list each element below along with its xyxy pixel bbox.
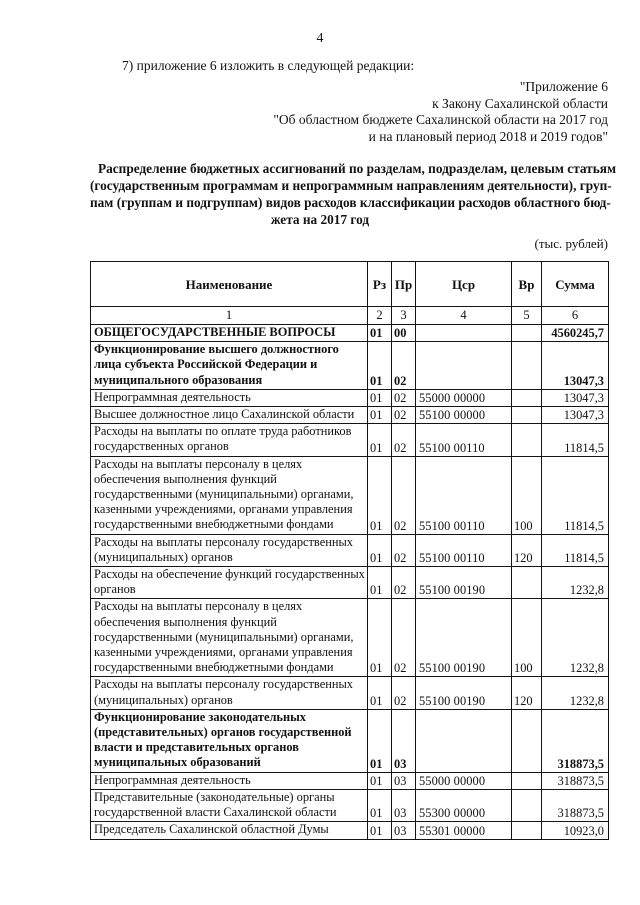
cell-rz: 01 xyxy=(368,822,392,839)
table-row xyxy=(91,456,609,534)
table-row xyxy=(91,424,609,456)
cell-pr: 02 xyxy=(392,456,416,534)
table-row xyxy=(91,325,609,342)
cell-csr: 55100 00190 xyxy=(416,599,512,677)
cell-name-text: Расходы на обеспечение функций государственных органов xyxy=(94,567,365,597)
cell-rz: 01 xyxy=(368,534,392,566)
cell-name-text: Расходы на выплаты персоналу в целях обеспечения выполнения функций государственными (муниципальными) органами, казенными учреждениями, органами управления государственными внебюджетными фондами xyxy=(94,456,354,532)
cell-pr: 02 xyxy=(392,389,416,406)
colnum-csr: 4 xyxy=(416,307,512,325)
title-line-4: жета на 2017 год xyxy=(270,212,370,227)
reference-line-1: "Приложение 6 xyxy=(519,79,608,94)
cell-vr xyxy=(512,567,542,599)
cell-name-text: Расходы на выплаты персоналу государственных (муниципальных) органов xyxy=(94,677,353,707)
cell-csr: 55100 00110 xyxy=(416,534,512,566)
cell-pr: 03 xyxy=(392,822,416,839)
cell-name xyxy=(91,567,368,599)
colnum-name: 1 xyxy=(91,307,368,325)
table-row xyxy=(91,389,609,406)
title-line-1: Распределение бюджетных ассигнований по разделам, подразделам, целевым статьям xyxy=(98,161,616,176)
cell-rz: 01 xyxy=(368,772,392,789)
cell-csr: 55000 00000 xyxy=(416,389,512,406)
cell-sum: 1232,8 xyxy=(542,677,609,709)
cell-csr: 55100 00110 xyxy=(416,424,512,456)
cell-sum: 13047,3 xyxy=(542,389,609,406)
colnum-rz: 2 xyxy=(368,307,392,325)
cell-name-text: Непрограммная деятельность xyxy=(94,389,251,404)
title-line-2: (государственным программам и непрограммным направлениям деятельности), груп- xyxy=(90,178,612,193)
cell-vr xyxy=(512,342,542,390)
cell-name xyxy=(91,424,368,456)
cell-rz: 01 xyxy=(368,325,392,342)
cell-pr: 02 xyxy=(392,424,416,456)
cell-pr: 03 xyxy=(392,772,416,789)
reference-line-2: к Закону Сахалинской области xyxy=(432,95,608,111)
table-row xyxy=(91,789,609,821)
cell-name-text: Расходы на выплаты персоналу государственных (муниципальных) органов xyxy=(94,534,353,564)
units-note: (тыс. рублей) xyxy=(534,236,608,251)
header-pr: Пр xyxy=(392,262,416,307)
page-number: 4 xyxy=(316,30,324,45)
cell-vr: 100 xyxy=(512,599,542,677)
table-row xyxy=(91,534,609,566)
header-csr: Цср xyxy=(416,262,512,307)
cell-sum: 11814,5 xyxy=(542,424,609,456)
cell-sum: 4560245,7 xyxy=(542,325,609,342)
cell-name-text: Непрограммная деятельность xyxy=(94,772,251,787)
cell-csr xyxy=(416,342,512,390)
cell-csr: 55300 00000 xyxy=(416,789,512,821)
cell-vr: 120 xyxy=(512,677,542,709)
cell-vr xyxy=(512,325,542,342)
title-line-3: пам (группам и подгруппам) видов расходов классификации расходов областного бюд- xyxy=(90,195,611,210)
table-header-row xyxy=(91,262,609,307)
cell-vr: 120 xyxy=(512,534,542,566)
reference-line-4: и на плановый период 2018 и 2019 годов" xyxy=(368,128,608,144)
cell-rz: 01 xyxy=(368,407,392,424)
header-sum: Сумма xyxy=(542,262,609,307)
header-rz: Рз xyxy=(368,262,392,307)
cell-name-text: Председатель Сахалинской областной Думы xyxy=(94,822,329,837)
intro-line: 7) приложение 6 изложить в следующей редакции: xyxy=(122,58,415,73)
cell-pr: 02 xyxy=(392,677,416,709)
colnum-pr: 3 xyxy=(392,307,416,325)
cell-name xyxy=(91,772,368,789)
cell-name-text: ОБЩЕГОСУДАРСТВЕННЫЕ ВОПРОСЫ xyxy=(94,325,336,339)
cell-name xyxy=(91,599,368,677)
cell-rz: 01 xyxy=(368,342,392,390)
cell-pr: 02 xyxy=(392,534,416,566)
document-title xyxy=(90,160,616,228)
reference-block xyxy=(90,79,608,145)
cell-vr xyxy=(512,772,542,789)
cell-sum: 13047,3 xyxy=(542,407,609,424)
cell-name-text: Расходы на выплаты персоналу в целях обеспечения выполнения функций государственными (муниципальными) органами, казенными учреждениями, органами управления государственными внебюджетными фондами xyxy=(94,599,354,675)
table-row xyxy=(91,709,609,772)
table-row xyxy=(91,342,609,390)
cell-name-text: Расходы на выплаты по оплате труда работников государственных органов xyxy=(94,424,352,454)
cell-name-text: Представительные (законодательные) органы государственной власти Сахалинской области xyxy=(94,789,337,820)
cell-rz: 01 xyxy=(368,424,392,456)
table-row xyxy=(91,822,609,839)
cell-vr xyxy=(512,789,542,821)
cell-sum: 318873,5 xyxy=(542,772,609,789)
cell-name xyxy=(91,407,368,424)
cell-name-text: Функционирование высшего должностного лица субъекта Российской Федерации и муниципального образования xyxy=(94,342,339,387)
cell-rz: 01 xyxy=(368,677,392,709)
cell-rz: 01 xyxy=(368,789,392,821)
cell-sum: 1232,8 xyxy=(542,567,609,599)
cell-rz: 01 xyxy=(368,709,392,772)
cell-pr: 02 xyxy=(392,599,416,677)
cell-pr: 00 xyxy=(392,325,416,342)
colnum-sum: 6 xyxy=(542,307,609,325)
cell-vr xyxy=(512,407,542,424)
table-column-number-row xyxy=(91,307,609,325)
cell-pr: 02 xyxy=(392,342,416,390)
cell-name xyxy=(91,789,368,821)
cell-csr xyxy=(416,325,512,342)
cell-csr: 55100 00190 xyxy=(416,567,512,599)
cell-name xyxy=(91,325,368,342)
colnum-vr: 5 xyxy=(512,307,542,325)
cell-vr xyxy=(512,709,542,772)
reference-line-3: "Об областном бюджете Сахалинской области на 2017 год xyxy=(273,112,608,127)
cell-sum: 318873,5 xyxy=(542,789,609,821)
cell-sum: 318873,5 xyxy=(542,709,609,772)
table-row xyxy=(91,407,609,424)
cell-sum: 13047,3 xyxy=(542,342,609,390)
table-row xyxy=(91,599,609,677)
header-vr: Вр xyxy=(512,262,542,307)
cell-vr: 100 xyxy=(512,456,542,534)
cell-sum: 10923,0 xyxy=(542,822,609,839)
cell-rz: 01 xyxy=(368,599,392,677)
cell-name-text: Функционирование законодательных (представительных) органов государственной власти и представительных органов муниципальных образований xyxy=(94,709,352,770)
cell-rz: 01 xyxy=(368,389,392,406)
cell-name xyxy=(91,709,368,772)
cell-pr: 02 xyxy=(392,407,416,424)
cell-name-text: Высшее должностное лицо Сахалинской области xyxy=(94,407,355,422)
cell-sum: 11814,5 xyxy=(542,534,609,566)
cell-name xyxy=(91,534,368,566)
cell-name xyxy=(91,342,368,390)
cell-vr xyxy=(512,822,542,839)
cell-rz: 01 xyxy=(368,567,392,599)
cell-name xyxy=(91,677,368,709)
cell-sum: 1232,8 xyxy=(542,599,609,677)
cell-vr xyxy=(512,424,542,456)
cell-rz: 01 xyxy=(368,456,392,534)
cell-csr: 55100 00000 xyxy=(416,407,512,424)
cell-pr: 03 xyxy=(392,709,416,772)
cell-csr: 55000 00000 xyxy=(416,772,512,789)
cell-sum: 11814,5 xyxy=(542,456,609,534)
header-name: Наименование xyxy=(91,262,368,307)
cell-name xyxy=(91,456,368,534)
cell-csr: 55100 00110 xyxy=(416,456,512,534)
cell-name xyxy=(91,822,368,839)
cell-pr: 03 xyxy=(392,789,416,821)
table-row xyxy=(91,567,609,599)
table-row xyxy=(91,677,609,709)
cell-name xyxy=(91,389,368,406)
cell-csr: 55301 00000 xyxy=(416,822,512,839)
cell-csr xyxy=(416,709,512,772)
cell-csr: 55100 00190 xyxy=(416,677,512,709)
cell-vr xyxy=(512,389,542,406)
table-row xyxy=(91,772,609,789)
cell-pr: 02 xyxy=(392,567,416,599)
budget-allocation-table xyxy=(90,261,609,840)
